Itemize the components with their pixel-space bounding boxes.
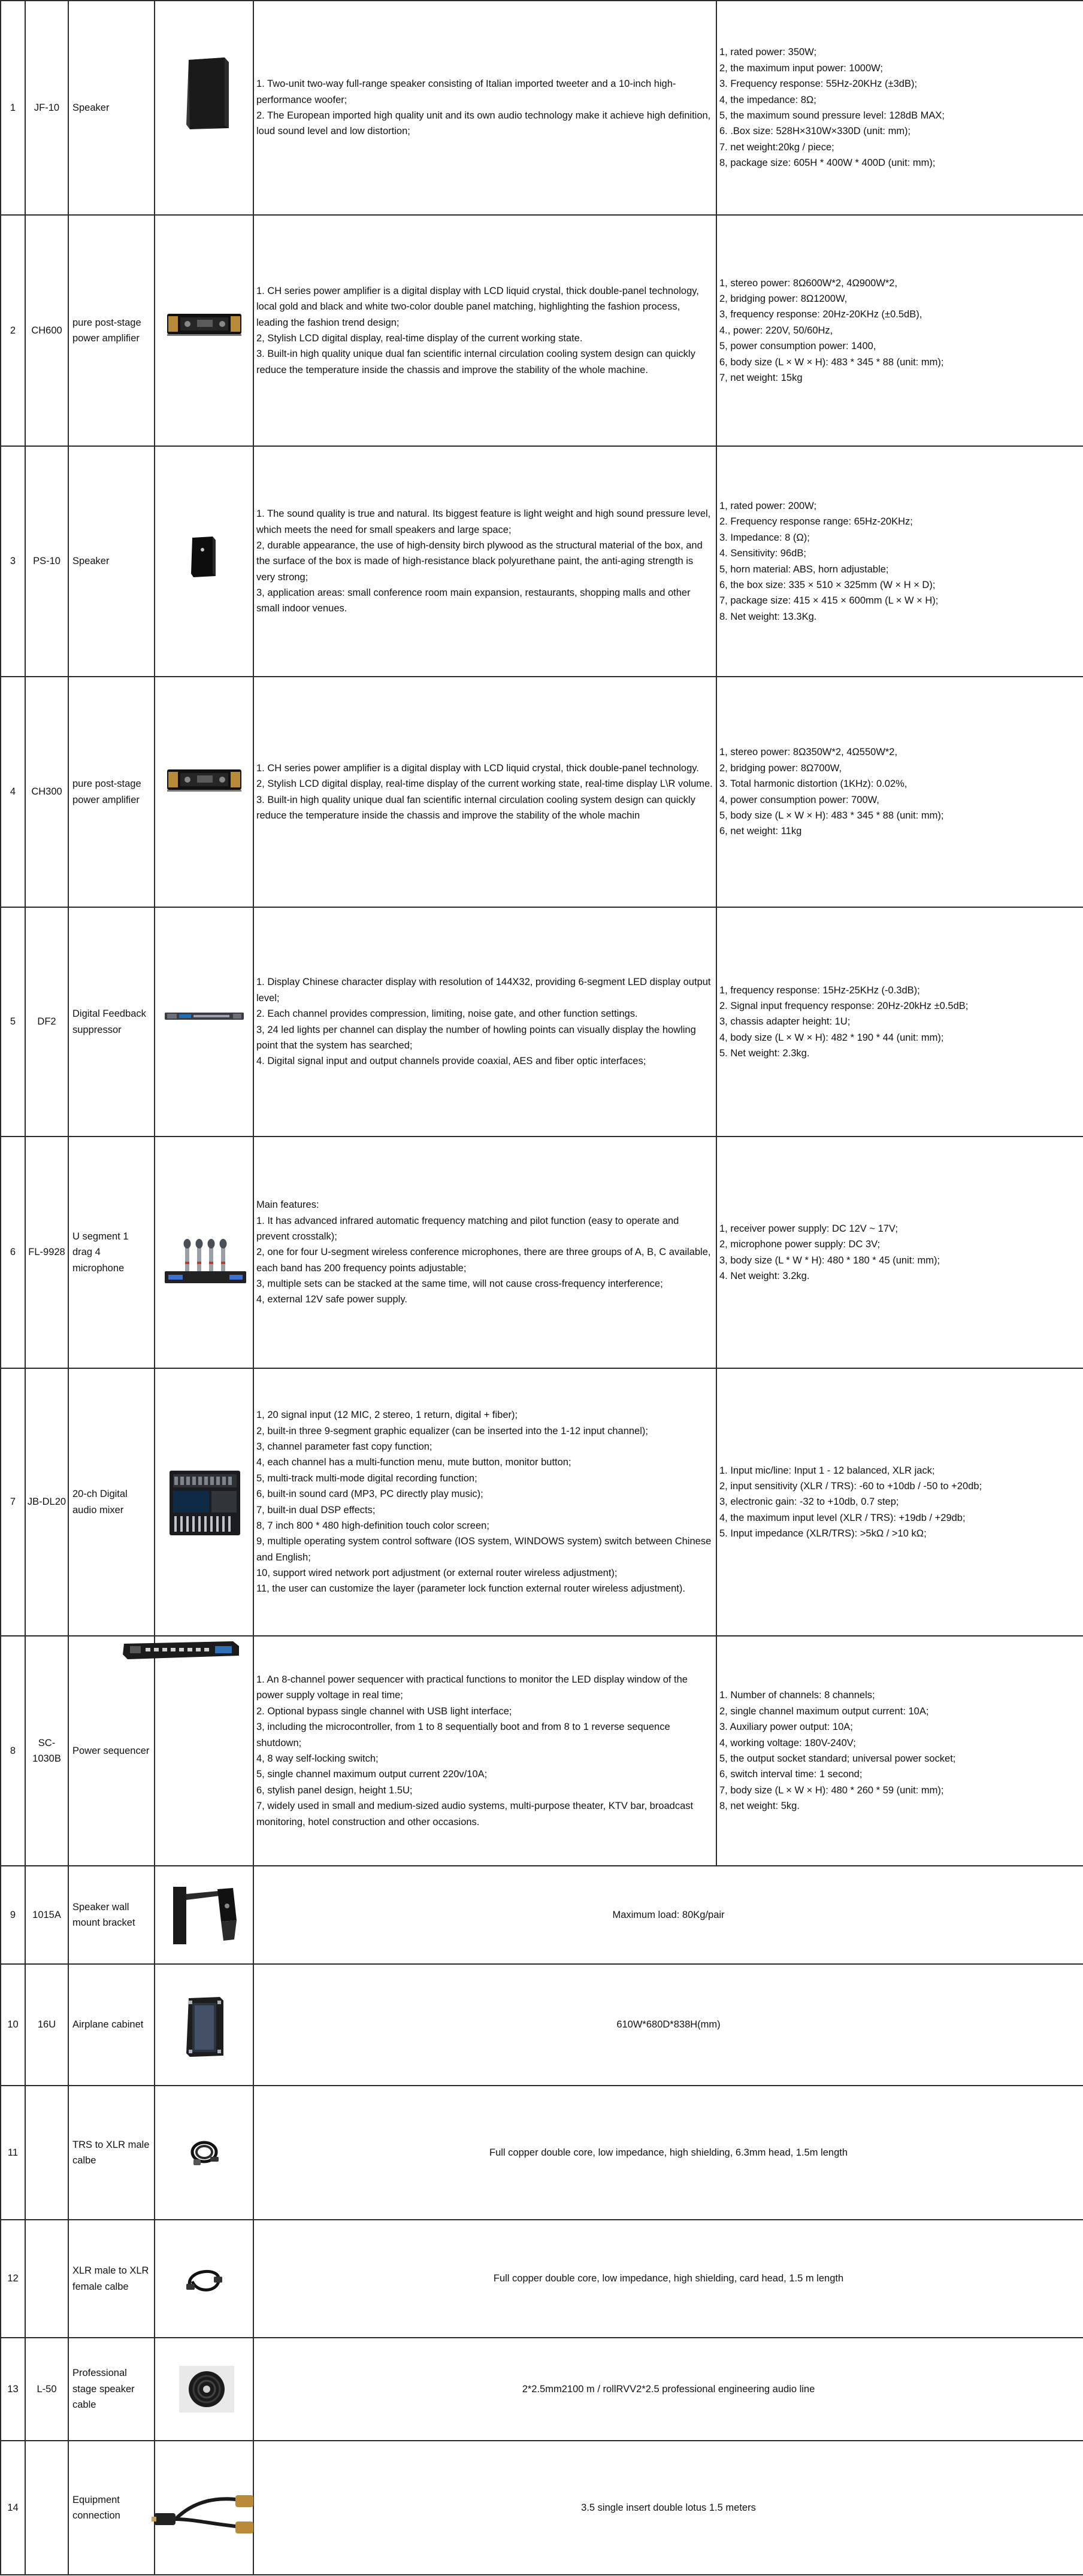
product-name: XLR male to XLR female calbe: [68, 2220, 155, 2338]
product-description: [253, 1368, 716, 1636]
spec-line: 6. .Box size: 528H×310W×330D (unit: mm);: [719, 126, 911, 137]
product-description: [253, 1137, 716, 1368]
table-row: [1, 2220, 1083, 2338]
spec-line: 4, working voltage: 180V-240V;: [719, 1737, 856, 1748]
description-line: 8, 7 inch 800 * 480 high-definition touch color screen;: [256, 1520, 489, 1531]
spec-line: 1, stereo power: 8Ω350W*2, 4Ω550W*2,: [719, 747, 898, 758]
product-description: [253, 215, 716, 446]
spec-line: 1, rated power: 200W;: [719, 500, 817, 511]
spec-line: 1, receiver power supply: DC 12V ~ 17V;: [719, 1223, 898, 1234]
description-line: 1. It has advanced infrared automatic frequency matching and pilot function (easy to operate and prevent crosstalk);: [256, 1215, 679, 1242]
spec-line: 3, electronic gain: -32 to +10db, 0.7 step;: [719, 1496, 899, 1508]
spec-line: 5, body size (L × W × H): 483 * 345 * 88 (unit: mm);: [719, 810, 944, 821]
description-line: 4, external 12V safe power supply.: [256, 1294, 407, 1305]
product-image: [155, 215, 253, 446]
spec-line: 5, horn material: ABS, horn adjustable;: [719, 563, 889, 575]
table-row: [1, 677, 1083, 907]
description-line: 3, application areas: small conference room main expansion, restaurants, shopping malls and other small indoor venues.: [256, 587, 691, 614]
description-line: Main features:: [256, 1199, 319, 1211]
item-detail: 2*2.5mm2100 m / rollRVV2*2.5 professional engineering audio line: [253, 2338, 1083, 2441]
spec-line: 2, input sensitivity (XLR / TRS): -60 to +10db / -50 to +20db;: [719, 1480, 982, 1492]
spec-line: 5. Input impedance (XLR/TRS): >5kΩ / >10 kΩ;: [719, 1528, 927, 1539]
product-specs: [716, 446, 1083, 677]
product-description: [253, 677, 716, 907]
item-number: 14: [1, 2441, 25, 2575]
spec-line: 1, frequency response: 15Hz-25KHz (-0.3dB);: [719, 984, 920, 996]
table-row: [1, 1866, 1083, 1964]
item-number: 4: [1, 677, 25, 907]
item-detail: Maximum load: 80Kg/pair: [253, 1866, 1083, 1964]
description-line: 1. CH series power amplifier is a digital display with LCD liquid crystal, thick double-panel technology, local gold and black and white two-color double panel matching, highlighting the fashion process, leading the fashion trend design;: [256, 285, 699, 328]
spec-line: 2, bridging power: 8Ω1200W,: [719, 293, 848, 305]
description-line: 1. Two-unit two-way full-range speaker consisting of Italian imported tweeter and a 10-inch high-performance woofer;: [256, 78, 676, 105]
item-number: 6: [1, 1137, 25, 1368]
product-name: TRS to XLR male calbe: [68, 2086, 155, 2220]
spec-line: 2, microphone power supply: DC 3V;: [719, 1239, 881, 1250]
product-name: pure post-stage power amplifier: [68, 215, 155, 446]
description-line: 1, 20 signal input (12 MIC, 2 stereo, 1 return, digital + fiber);: [256, 1410, 518, 1421]
product-name: 20-ch Digital audio mixer: [68, 1368, 155, 1636]
item-detail: Full copper double core, low impedance, high shielding, 6.3mm head, 1.5m length: [253, 2086, 1083, 2220]
description-line: 1. CH series power amplifier is a digital display with LCD liquid crystal, thick double-panel technology.: [256, 762, 699, 774]
spec-line: 3. Impedance: 8 (Ω);: [719, 532, 810, 543]
spec-line: 8. Net weight: 13.3Kg.: [719, 611, 817, 622]
product-specs: [716, 1636, 1083, 1866]
rack-case-icon: [185, 1995, 226, 2059]
description-line: 5, multi-track multi-mode digital recording function;: [256, 1472, 477, 1484]
table-row: [1, 446, 1083, 677]
product-name: Speaker wall mount bracket: [68, 1866, 155, 1964]
digital-mixer-icon: [168, 1469, 241, 1536]
model-number: DF2: [25, 907, 68, 1137]
spec-line: 7. net weight:20kg / piece;: [719, 141, 834, 153]
description-line: 11, the user can customize the layer (parameter lock function external router wireless adjustment).: [256, 1583, 685, 1595]
description-line: 6, stylish panel design, height 1.5U;: [256, 1784, 413, 1796]
cabinet-speaker-icon: [185, 56, 230, 131]
product-image: [155, 677, 253, 907]
item-number: 3: [1, 446, 25, 677]
power-amplifier-icon: [166, 311, 243, 338]
description-line: 1. An 8-channel power sequencer with practical functions to monitor the LED display window of the power supply voltage in real time;: [256, 1674, 688, 1701]
spec-line: 4, power consumption power: 700W,: [719, 794, 879, 805]
spec-line: 7, package size: 415 × 415 × 600mm (L × W × H);: [719, 595, 939, 607]
description-line: 3, multiple sets can be stacked at the same time, will not cause cross-frequency interference;: [256, 1278, 663, 1290]
table-row: [1, 1, 1083, 215]
spec-line: 1, stereo power: 8Ω600W*2, 4Ω900W*2,: [719, 277, 898, 289]
description-line: 2. Optional bypass single channel with USB light interface;: [256, 1705, 512, 1717]
description-line: 2. Each channel provides compression, limiting, noise gate, and other function settings.: [256, 1008, 638, 1020]
item-detail: 610W*680D*838H(mm): [253, 1964, 1083, 2086]
product-image: [155, 1368, 253, 1636]
spec-line: 5, the output socket standard; universal power socket;: [719, 1753, 956, 1764]
model-number: 16U: [25, 1964, 68, 2086]
description-line: 3. Built-in high quality unique dual fan scientific internal circulation cooling system design can quickly reduce the temperature inside the chassis and improve the stability of the whole machin: [256, 794, 695, 821]
spec-line: 4. Net weight: 3.2kg.: [719, 1270, 810, 1281]
product-name: Power sequencer: [68, 1636, 155, 1866]
item-number: 2: [1, 215, 25, 446]
table-row: [1, 1368, 1083, 1636]
product-name: Equipment connection: [68, 2441, 155, 2575]
spec-line: 2, bridging power: 8Ω700W,: [719, 762, 842, 774]
product-specs: [716, 1, 1083, 215]
item-number: 11: [1, 2086, 25, 2220]
wireless-microphone-set-icon: [164, 1238, 247, 1286]
model-number: [25, 2220, 68, 2338]
spec-line: 3, body size (L * W * H): 480 * 180 * 45 (unit: mm);: [719, 1254, 940, 1266]
spec-line: 4., power: 220V, 50/60Hz,: [719, 325, 833, 336]
power-amplifier-icon: [166, 767, 243, 793]
item-number: 9: [1, 1866, 25, 1964]
item-number: 5: [1, 907, 25, 1137]
model-number: SC-1030B: [25, 1636, 68, 1866]
product-specs: [716, 907, 1083, 1137]
product-specs: [716, 215, 1083, 446]
product-description: [253, 1636, 716, 1866]
item-number: 7: [1, 1368, 25, 1636]
description-line: 7, widely used in small and medium-sized audio systems, multi-purpose theater, KTV bar, broadcast monitoring, hotel construction and other occasions.: [256, 1801, 694, 1828]
spec-line: 4. Sensitivity: 96dB;: [719, 548, 806, 559]
spec-line: 6, switch interval time: 1 second;: [719, 1769, 863, 1780]
description-line: 5, single channel maximum output current 220v/10A;: [256, 1769, 488, 1780]
description-line: 2, Stylish LCD digital display, real-time display of the current working state, real-time display L\R volume.: [256, 778, 713, 790]
spec-line: 3, chassis adapter height: 1U;: [719, 1016, 851, 1028]
table-row: [1, 2338, 1083, 2441]
product-image: [155, 446, 253, 677]
product-name: Airplane cabinet: [68, 1964, 155, 2086]
description-line: 1. The sound quality is true and natural. Its biggest feature is light weight and high sound pressure level, which meets the need for small speakers and large space;: [256, 508, 711, 535]
product-specs: [716, 677, 1083, 907]
spec-line: 8, package size: 605H * 400W * 400D (unit: mm);: [719, 157, 936, 169]
model-number: CH300: [25, 677, 68, 907]
product-name: pure post-stage power amplifier: [68, 677, 155, 907]
rack-processor-icon: [164, 1010, 245, 1023]
product-description: [253, 1, 716, 215]
table-row: [1, 2441, 1083, 2575]
product-name: Professional stage speaker cable: [68, 2338, 155, 2441]
spec-line: 7, body size (L × W × H): 480 * 260 * 59 (unit: mm);: [719, 1784, 944, 1796]
spec-line: 3. Total harmonic distortion (1KHz): 0.02%,: [719, 778, 907, 790]
description-line: 9, multiple operating system control software (IOS system, WINDOWS system) switch between Chinese and English;: [256, 1536, 712, 1563]
spec-line: 4, the maximum input level (XLR / TRS): +19db / +29db;: [719, 1512, 966, 1523]
model-number: CH600: [25, 215, 68, 446]
item-number: 10: [1, 1964, 25, 2086]
cable-spool-icon: [179, 2366, 234, 2413]
spec-line: 5, power consumption power: 1400,: [719, 341, 876, 352]
model-number: PS-10: [25, 446, 68, 677]
table-row: [1, 215, 1083, 446]
spec-line: 4, body size (L × W × H): 482 * 190 * 44 (unit: mm);: [719, 1032, 944, 1043]
item-detail: 3.5 single insert double lotus 1.5 meters: [253, 2441, 1083, 2575]
description-line: 2, Stylish LCD digital display, real-time display of the current working state.: [256, 333, 583, 344]
spec-line: 4, the impedance: 8Ω;: [719, 94, 816, 105]
model-number: [25, 2441, 68, 2575]
spec-line: 2, the maximum input power: 1000W;: [719, 62, 883, 74]
spec-line: 3, frequency response: 20Hz-20KHz (±0.5dB),: [719, 309, 922, 320]
product-name: U segment 1 drag 4 microphone: [68, 1137, 155, 1368]
rca-y-cable-icon: [152, 2477, 257, 2539]
model-number: FL-9928: [25, 1137, 68, 1368]
wall-bracket-icon: [167, 1882, 243, 1949]
product-image: [155, 2086, 253, 2220]
description-line: 3, channel parameter fast copy function;: [256, 1441, 432, 1452]
description-line: 2, built-in three 9-segment graphic equalizer (can be inserted into the 1-12 input channel);: [256, 1425, 648, 1437]
product-image: [155, 2338, 253, 2441]
spec-line: 1. Input mic/line: Input 1 - 12 balanced, XLR jack;: [719, 1465, 935, 1476]
description-line: 4, each channel has a multi-function menu, mute button, monitor button;: [256, 1457, 571, 1468]
spec-line: 5, the maximum sound pressure level: 128dB MAX;: [719, 110, 945, 121]
description-line: 3, including the microcontroller, from 1 to 8 sequentially boot and from 8 to 1 reverse sequence shutdown;: [256, 1722, 670, 1748]
table-row: [1, 2086, 1083, 2220]
description-line: 7, built-in dual DSP effects;: [256, 1504, 376, 1516]
description-line: 1. Display Chinese character display with resolution of 144X32, providing 6-segment LED display output level;: [256, 977, 711, 1004]
description-line: 10, support wired network port adjustment (or external router wireless adjustment);: [256, 1568, 618, 1579]
product-description: [253, 907, 716, 1137]
spec-line: 8, net weight: 5kg.: [719, 1801, 800, 1812]
product-image: [155, 2441, 253, 2575]
item-number: 1: [1, 1, 25, 215]
product-image: [155, 1964, 253, 2086]
item-number: 13: [1, 2338, 25, 2441]
spec-line: 2, single channel maximum output current: 10A;: [719, 1705, 929, 1717]
spec-line: 7, net weight: 15kg: [719, 372, 803, 383]
product-image: [155, 1, 253, 215]
product-name: Speaker: [68, 446, 155, 677]
product-specs: [716, 1368, 1083, 1636]
table-row: [1, 1137, 1083, 1368]
description-line: 2. The European imported high quality unit and its own audio technology make it achieve high definition, loud sound level and low distortion;: [256, 110, 711, 137]
spec-line: 1. Number of channels: 8 channels;: [719, 1690, 875, 1701]
model-number: 1015A: [25, 1866, 68, 1964]
table-row: [1, 1964, 1083, 2086]
product-name: Speaker: [68, 1, 155, 215]
description-line: 6, built-in sound card (MP3, PC directly play music);: [256, 1489, 483, 1500]
item-number: 12: [1, 2220, 25, 2338]
coiled-cable-icon: [186, 2135, 223, 2171]
product-image: [155, 1137, 253, 1368]
description-line: 2, one for four U-segment wireless conference microphones, there are three groups of A, B, C available, each band has 200 frequency points adjustable;: [256, 1247, 711, 1274]
product-description: [253, 446, 716, 677]
description-line: 4. Digital signal input and output channels provide coaxial, AES and fiber optic interfaces;: [256, 1056, 646, 1067]
description-line: 3. Built-in high quality unique dual fan scientific internal circulation cooling system design can quickly reduce the temperature inside the chassis and improve the stability of the whole machine.: [256, 348, 695, 375]
product-image: [155, 1636, 253, 1866]
model-number: JB-DL20: [25, 1368, 68, 1636]
product-image: [155, 907, 253, 1137]
spec-line: 5. Net weight: 2.3kg.: [719, 1048, 810, 1059]
spec-line: 2. Signal input frequency response: 20Hz-20kHz ±0.5dB;: [719, 1000, 969, 1011]
model-number: [25, 2086, 68, 2220]
table-row: [1, 1636, 1083, 1866]
spec-line: 1, rated power: 350W;: [719, 47, 817, 58]
description-line: 3, 24 led lights per channel can display the number of howling points can visually display the howling point that the system has searched;: [256, 1024, 696, 1051]
item-number: 8: [1, 1636, 25, 1866]
spec-line: 6, net weight: 11kg: [719, 826, 802, 837]
item-detail: Full copper double core, low impedance, high shielding, card head, 1.5 m length: [253, 2220, 1083, 2338]
product-image: [155, 2220, 253, 2338]
spec-line: 3. Auxiliary power output: 10A;: [719, 1722, 853, 1733]
model-number: JF-10: [25, 1, 68, 215]
spec-line: 6, body size (L × W × H): 483 * 345 * 88 (unit: mm);: [719, 356, 944, 368]
cable-loop-icon: [184, 2263, 226, 2296]
model-number: L-50: [25, 2338, 68, 2441]
description-line: 4, 8 way self-locking switch;: [256, 1753, 379, 1764]
small-speaker-icon: [190, 535, 217, 578]
product-specs: [716, 1137, 1083, 1368]
spec-line: 6, the box size: 335 × 510 × 325mm (W × H × D);: [719, 579, 936, 590]
description-line: 2, durable appearance, the use of high-density birch plywood as the structural material of the box, and the surface of the box is made of high-resistance black polyurethane paint, the anti-aging strength is very strong;: [256, 540, 703, 583]
spec-line: 3. Frequency response: 55Hz-20KHz (±3dB);: [719, 78, 918, 90]
spec-line: 2. Frequency response range: 65Hz-20KHz;: [719, 516, 913, 528]
product-name: Digital Feedback suppressor: [68, 907, 155, 1137]
table-row: [1, 907, 1083, 1137]
power-sequencer-icon: [122, 1639, 241, 1663]
product-image: [155, 1866, 253, 1964]
